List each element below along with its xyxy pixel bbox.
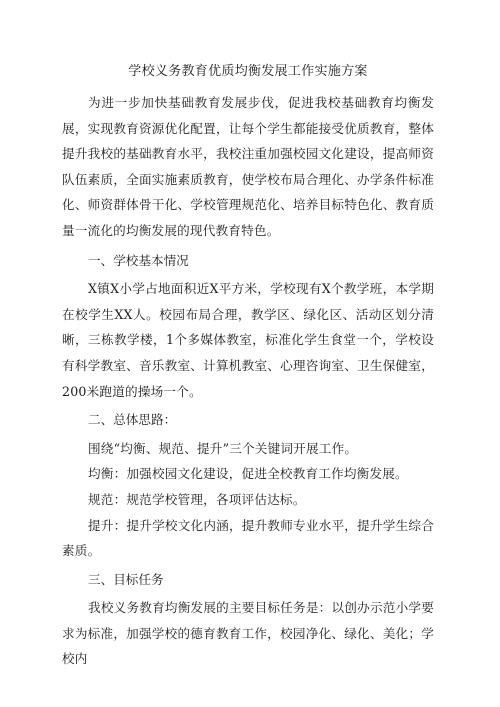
intro-paragraph: 为进一步加快基础教育发展步伐，促进我校基础教育均衡发展，实现教育资源优化配置，让每个学生都能接受优质教育，整体提升我校的基础教育水平，我校注重加强校园文化建设，提高师资队伍素质，全面实施素质教育，使学校布局合理化、办学条件标准化、师资群体骨干化、学校管理规范化、培养目标特色化、教育质量一流化的均衡发展的现代教育特色。 bbox=[62, 95, 434, 238]
document-title: 学校义务教育优质均衡发展工作实施方案 bbox=[128, 64, 368, 79]
section-2-paragraph-3: 规范：规范学校管理，各项评估达标。 bbox=[88, 491, 306, 507]
section-heading-2: 二、总体思路： bbox=[88, 412, 177, 428]
section-3-paragraph-1: 我校义务教育均衡发展的主要目标任务是：以创办示范小学要求为标准，加强学校的德育教育工作，校园净化、绿化、美化；学校内 bbox=[62, 600, 434, 667]
section-1-paragraph-1: X镇X小学占地面积近X平方米，学校现有X个教学班，本学期在校学生XX人。校园布局合理，教学区、绿化区、活动区划分清晰，三栋教学楼，1个多媒体教室，标准化学生食堂一个，学校设有科学教室、音乐教室、计算机教室、心理咨询室、卫生保健室，200米跑道的操场一个。 bbox=[62, 281, 434, 399]
section-2-paragraph-1: 围绕“均衡、规范、提升”三个关键词开展工作。 bbox=[88, 440, 358, 456]
section-2-paragraph-2: 均衡：加强校园文化建设，促进全校教育工作均衡发展。 bbox=[88, 466, 408, 482]
section-heading-3: 三、目标任务 bbox=[88, 571, 164, 587]
section-heading-1: 一、学校基本情况 bbox=[88, 252, 189, 268]
section-2-paragraph-4: 提升：提升学校文化内涵，提升教师专业水平，提升学生综合素质。 bbox=[62, 517, 434, 559]
